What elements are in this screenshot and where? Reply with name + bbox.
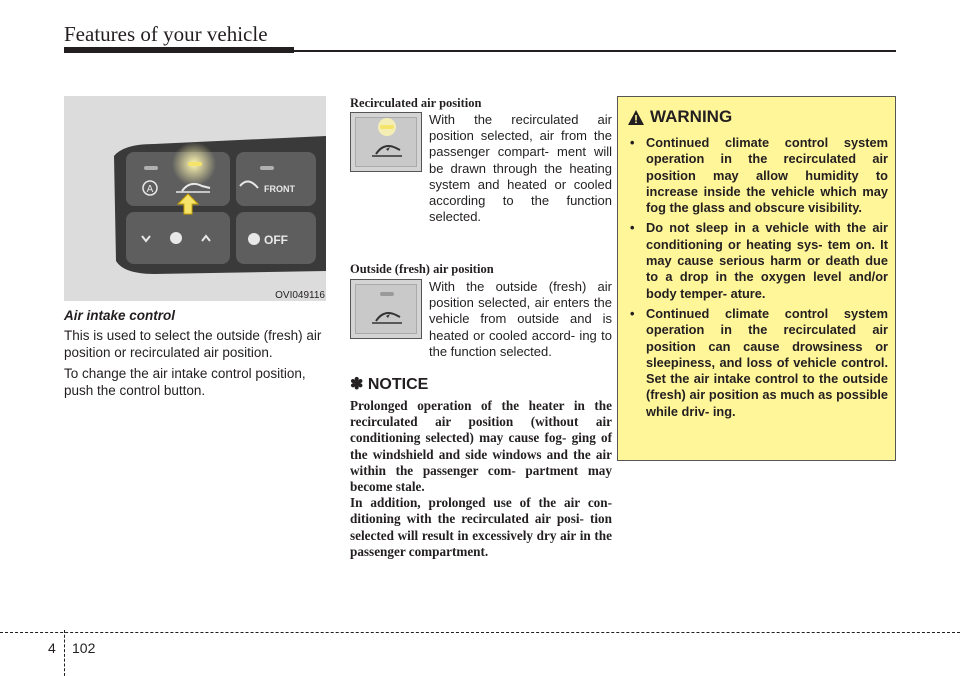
recirculated-heading: Recirculated air position bbox=[350, 96, 482, 110]
fresh-air-icon bbox=[356, 285, 418, 335]
warning-box bbox=[617, 96, 896, 461]
warning-item bbox=[628, 220, 888, 301]
header-rule bbox=[294, 50, 896, 52]
bullet-icon: • bbox=[630, 220, 635, 236]
fan-off-icon bbox=[248, 233, 260, 245]
notice-paragraph-1: Prolonged operation of the heater in the recirculated air position (without air conditioning selected) may cause fog- ging of the windshield and side windows and the air within the passenger com- partment may become stale. bbox=[350, 398, 612, 495]
climate-control-illustration bbox=[64, 96, 326, 301]
warning-header bbox=[628, 107, 732, 127]
notice-title: NOTICE bbox=[367, 376, 429, 393]
warning-item-text: Continued climate control system operation in the recirculated air position may allow humidity to increase inside the vehicle which may fog the glass and obscure visibility. bbox=[646, 135, 888, 216]
chapter-number: 4 bbox=[48, 640, 56, 656]
indicator-light bbox=[188, 162, 202, 166]
defrost-button[interactable] bbox=[236, 152, 316, 206]
control-panel-photo bbox=[64, 96, 326, 301]
body-paragraph-1: This is used to select the outside (fresh) air position or recirculated air position. bbox=[64, 328, 322, 360]
fan-icon bbox=[170, 232, 182, 244]
auto-label: A bbox=[146, 184, 154, 195]
body-paragraph-2: To change the air intake control position, push the control button. bbox=[64, 366, 306, 398]
outside-description: With the outside (fresh) air position selected, air enters the vehicle from outside and is heated or cooled accord- ing to the function selected. bbox=[429, 279, 612, 359]
front-label: FRONT bbox=[264, 184, 295, 194]
page-header-title: Features of your vehicle bbox=[64, 22, 268, 46]
warning-item bbox=[628, 135, 888, 216]
footer-divider bbox=[64, 630, 65, 676]
section-title: Air intake control bbox=[64, 308, 176, 323]
footer-rule bbox=[0, 632, 960, 633]
left-column bbox=[64, 308, 327, 403]
warning-item-text: Continued climate control system operation in the recirculated air position can cause drowsiness or sleepiness, and loss of vehicle control. Set the air intake control to the outside (fresh) air position as much as possible while driv- ing. bbox=[646, 305, 888, 419]
recirculated-icon-panel bbox=[350, 112, 422, 172]
notice-star-icon: ✽ bbox=[350, 376, 364, 393]
bullet-icon: • bbox=[630, 135, 635, 150]
figure-code: OVI049116 bbox=[275, 290, 325, 301]
notice-heading bbox=[350, 374, 428, 394]
notice-paragraph-2: In addition, prolonged use of the air con- ditioning with the recirculated air posi- tion selected will result in excessively dry air in the passenger compartment. bbox=[350, 495, 612, 559]
warning-title: WARNING bbox=[650, 107, 733, 126]
recirculated-description: With the recirculated air position selected, air from the passenger compart- ment will be drawn through the heating system and heated or cooled according to the function selected. bbox=[429, 112, 612, 225]
warning-triangle-icon bbox=[628, 110, 644, 125]
bullet-icon: • bbox=[630, 305, 635, 321]
outside-icon-panel bbox=[350, 279, 422, 339]
notice-body bbox=[350, 398, 612, 560]
warning-item-text: Do not sleep in a vehicle with the air conditioning or heating sys- tem on. It may cause serious harm or death due to a drop in the oxygen level and/or body temper- ature. bbox=[646, 220, 888, 301]
recirculation-icon bbox=[356, 118, 418, 168]
warning-list bbox=[628, 135, 888, 424]
outside-heading: Outside (fresh) air position bbox=[350, 262, 494, 276]
header-bar bbox=[64, 47, 294, 53]
off-label: OFF bbox=[264, 233, 288, 247]
warning-item bbox=[628, 306, 888, 420]
page-number: 102 bbox=[72, 640, 96, 656]
